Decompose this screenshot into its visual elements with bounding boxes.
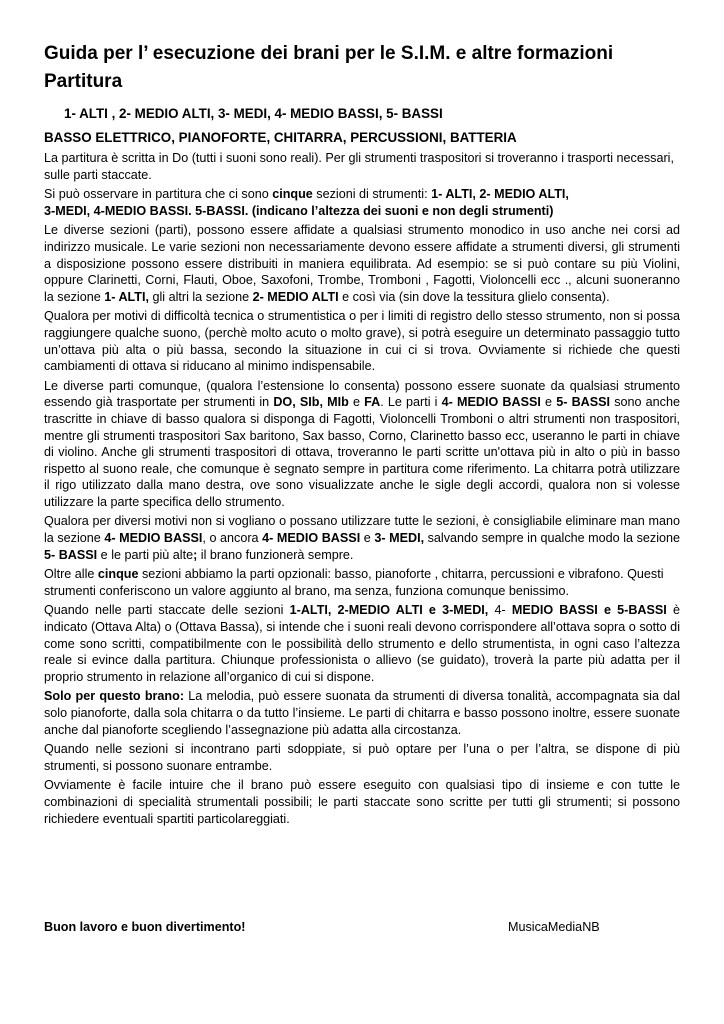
text-bold: 1-ALTI, 2-MEDIO ALTI e 3-MEDI,: [289, 603, 489, 618]
optional-instruments-heading: BASSO ELETTRICO, PIANOFORTE, CHITARRA, PERCUSSIONI, BATTERIA: [44, 130, 517, 145]
text: e così via (sin dove la tessitura glielo consenta).: [338, 289, 610, 304]
text: salvando sempre in qualche modo la sezione: [424, 531, 681, 546]
text: sezioni abbiamo la parti opzionali: basso, pianoforte , chitarra, percussioni e vibrafono. Questi strumenti conferiscono un valore aggiunto al brano, ma senza, funziona comunque benissimo.: [44, 567, 664, 598]
text: e: [540, 395, 557, 410]
paragraph-transposition: [44, 378, 680, 511]
text-bold: MEDIO BASSI e 5-BASSI: [511, 603, 667, 618]
text-bold: 1- ALTI,: [104, 289, 149, 304]
text: Qualora per diversi motivi non si vogliano o possano utilizzare tutte le sezioni, è consigliabile eliminare man mano la sezione: [44, 514, 680, 546]
text-bold: ;: [193, 547, 198, 562]
paragraph-octave: Qualora per motivi di difficoltà tecnica o strumentistica o per i limiti di registro dello stesso strumento, non si possa raggiungere qualche suono, (perchè molto acuto o molto grave), si potrà eseguire un determinato passaggio tutto un’ottava più alta o più bassa, secondo la situazione in cui ci si trova. Ovviamente si richiede che questi cambiamenti di ottava si riducano al minimo indispensabile.: [44, 309, 680, 374]
text: 4-: [488, 603, 512, 618]
page-title: [44, 40, 680, 96]
text: Le diverse parti comunque, (qualora l’estensione lo consenta) possono essere suonate da qualsiasi strumento essendo già trasportate per strumenti in: [44, 378, 680, 410]
paragraph-optional-parts: [44, 566, 680, 599]
paragraph-assignment: [44, 222, 680, 305]
paragraph-sections: [44, 186, 680, 219]
text-bold: 3-MEDI, 4-MEDIO BASSI. 5-BASSI: [44, 203, 245, 218]
text-bold: . (indicano l’altezza dei suoni e non degli strumenti): [244, 203, 554, 218]
paragraph-this-piece: [44, 688, 680, 738]
text-bold: 1- ALTI, 2- MEDIO ALTI,: [431, 187, 569, 202]
text-bold: cinque: [97, 567, 139, 582]
text-bold: 4- MEDIO BASSI: [104, 531, 203, 546]
paragraph-octave-marks: [44, 602, 680, 685]
text-bold: 5- BASSI: [44, 547, 98, 562]
title-line-2: Partitura: [44, 71, 123, 92]
sections-list: 1- ALTI , 2- MEDIO ALTI, 3- MEDI, 4- MEDIO BASSI, 5- BASSI: [64, 106, 443, 121]
text: Si può osservare in partitura che ci sono: [44, 187, 273, 202]
text-bold: 4- MEDIO BASSI: [262, 531, 361, 546]
text: il brano funzionerà sempre.: [197, 547, 354, 562]
text: La melodia, può essere suonata da strumenti di diversa tonalità, accompagnata sia dal solo pianoforte, dalla sola chitarra o da tutto l’insieme. Le parti di chitarra e basso possono inoltre, essere suonate anche dal pianoforte scegliendo l’assegnazione più adatta alla circostanza.: [44, 689, 680, 737]
text: , o ancora: [202, 531, 263, 546]
text-bold: FA: [364, 395, 381, 410]
text-bold: cinque: [272, 187, 313, 202]
paragraph-reduction: [44, 513, 680, 563]
paragraph-closing: Ovviamente è facile intuire che il brano può essere eseguito con qualsiasi tipo di insieme e con tutte le combinazioni di specialità strumentali possibili; le parti staccate sono scritte per tutti gli strumenti; si possono richiedere eventuali spartiti particolareggiati.: [44, 778, 680, 826]
text: sezioni di strumenti:: [312, 187, 432, 202]
paragraph-divisi: Quando nelle sezioni si incontrano parti sdoppiate, si può optare per l’una o per l’altra, se dispone di più strumenti, si possono suonare entrambe.: [44, 742, 680, 773]
text: e: [348, 395, 365, 410]
text-bold: 2- MEDIO ALTI: [252, 289, 339, 304]
footer-greeting: Buon lavoro e buon divertimento!: [44, 920, 246, 934]
document-body: [44, 40, 680, 827]
text: e: [360, 531, 375, 546]
text-bold: 4- MEDIO BASSI: [441, 395, 541, 410]
paragraph-intro: La partitura è scritta in Do (tutti i suoni sono reali). Per gli strumenti traspositori si troveranno i trasporti necessari, sulle parti staccate.: [44, 151, 674, 182]
text: gli altri la sezione: [149, 289, 253, 304]
text: Le diverse sezioni (parti), possono essere affidate a qualsiasi strumento monodico in uso anche nei corsi ad indirizzo musicale. Le varie sezioni non necessariamente devono essere affidate a strumenti diversi, gli strumenti a disposizione possono essere distribuiti in maniera equilibrata. Ad esempio: se si può contare su più Violini, oppure Clarinetti, Corni, Flauti, Oboe, Saxofoni, Trombe, Tromboni , Fagotti, Violoncelli ecc ., alcuni suoneranno la sezione: [44, 223, 680, 304]
text-bold: Solo per questo brano:: [44, 689, 185, 704]
text-bold: 3- MEDI,: [374, 531, 425, 546]
text: sono anche trascritte in chiave di basso qualora si disponga di Fagotti, Violoncelli Tromboni o altri strumenti non traspositori, mentre gli strumenti traspositori Sax baritono, Sax basso, Corno, Clarinetto basso ecc, useranno le parti in chiave di violino. Anche gli strumenti traspositori di ottava, troveranno le parti scritte un'ottava più in alto o più in basso rispetto al suono reale, che comunque è segnato sempre in partitura come riferimento. La chitarra potrà utilizzare il rigo utilizzato dalla mano destra, ove sono visualizzate anche le sigle degli accordi, qualora non si volesse utilizzare la parte specifica dello strumento.: [44, 395, 680, 509]
text: e le parti più alte: [97, 547, 194, 562]
text: Oltre alle: [44, 567, 98, 582]
text-bold: DO, SIb, MIb: [273, 395, 349, 410]
footer-signature: MusicaMediaNB: [508, 920, 600, 934]
text: . Le parti i: [380, 395, 442, 410]
title-line-1: Guida per l’ esecuzione dei brani per le S.I.M. e altre formazioni: [44, 43, 614, 64]
text-bold: 5- BASSI: [556, 395, 611, 410]
text: Quando nelle parti staccate delle sezioni: [44, 603, 290, 618]
text: è indicato (Ottava Alta) o (Ottava Bassa), si intende che i suoni reali devono corrispondere all’ottava sopra o sotto di come sono scritti, compatibilmente con le possibilità dello strumento e dello strumentista, in ogni caso l’altezza reale si evince dalla partitura. Chiunque professionista o allievo (se guidato), troverà la parte più adatta per il proprio strumento in relazione all’organico di cui si dispone.: [44, 603, 680, 684]
